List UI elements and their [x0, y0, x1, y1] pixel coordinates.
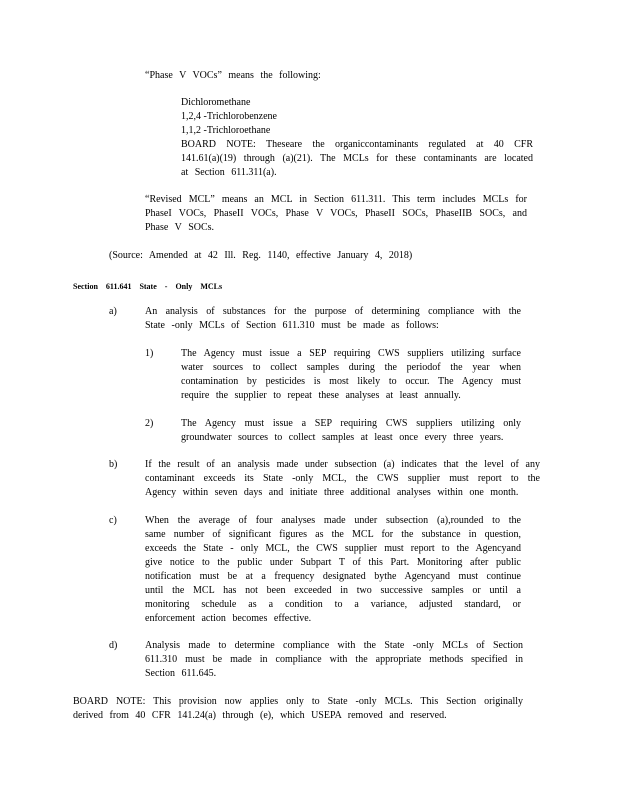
subsection-label: a): [109, 306, 117, 317]
subsection-a2-text: The Agency must issue a SEP requiring CWS suppliers utilizing only groundwater sources to collect samples at least once every three years.: [181, 418, 521, 443]
subsection-label: d): [109, 640, 118, 651]
phase-v-board-note: BOARD NOTE: Theseare the organiccontaminants regulated at 40 CFR 141.61(a)(19) through (a)(21). The MCLs for these contaminants are located at Section 611.311(a).: [181, 139, 533, 178]
subsection-c-text: When the average of four analyses made under subsection (a),rounded to the same number of significant figures as the MCL for the substance in question, exceeds the State - only MCL, the CWS supplier must report to the Agencyand give notice to the public under Subpart T of this Part. Monitoring after public notification must be at a frequency designated bythe Agencyand must continue until the MCL has not been exceeded in two successive samples or until a monitoring schedule as a condition to a variance, adjusted standard, or enforcement action becomes effective.: [145, 515, 521, 624]
subsection-a-text: An analysis of substances for the purpose of determining compliance with the State -only MCLs of Section 611.310 must be made as follows:: [145, 306, 521, 331]
section-board-note: BOARD NOTE: This provision now applies only to State -only MCLs. This Section originally derived from 40 CFR 141.24(a) through (e), which USEPA removed and reserved.: [73, 696, 523, 721]
subsection-a1-text: The Agency must issue a SEP requiring CWS suppliers utilizing surface water sources to collect samples during the periodof the year when contamination by pesticides is most likely to occur. The Agency must require the supplier to repeat these analyses at least annually.: [181, 348, 521, 401]
chemical-item: Dichloromethane: [181, 97, 251, 108]
subsection-label: b): [109, 459, 118, 470]
revised-mcl-definition: “Revised MCL” means an MCL in Section 611.311. This term includes MCLs for PhaseI VOCs, PhaseII VOCs, Phase V VOCs, PhaseII SOCs, PhaseIIB SOCs, and Phase V SOCs.: [145, 194, 527, 233]
phase-v-intro-text: “Phase V VOCs” means the following:: [145, 70, 321, 81]
chemical-item: 1,2,4 -Trichlorobenzene: [181, 111, 277, 122]
subsection-d-text: Analysis made to determine compliance with the State -only MCLs of Section 611.310 must be made in compliance with the appropriate methods specified in Section 611.645.: [145, 640, 523, 679]
phase-v-definition-intro: [145, 69, 545, 83]
section-heading: Section 611.641 State - Only MCLs: [73, 282, 223, 291]
subsection-b-text: If the result of an analysis made under subsection (a) indicates that the level of any contaminant exceeds its State -only MCL, the CWS supplier must report to the Agency within seven days and initiate three additional analyses within one month.: [145, 459, 540, 498]
subsection-label: 1): [145, 348, 154, 359]
subsection-label: 2): [145, 418, 154, 429]
chemical-item: 1,1,2 -Trichloroethane: [181, 125, 271, 136]
source-citation: (Source: Amended at 42 Ill. Reg. 1140, effective January 4, 2018): [109, 250, 413, 261]
subsection-label: c): [109, 515, 117, 526]
phase-v-chemical-list: [181, 96, 541, 138]
